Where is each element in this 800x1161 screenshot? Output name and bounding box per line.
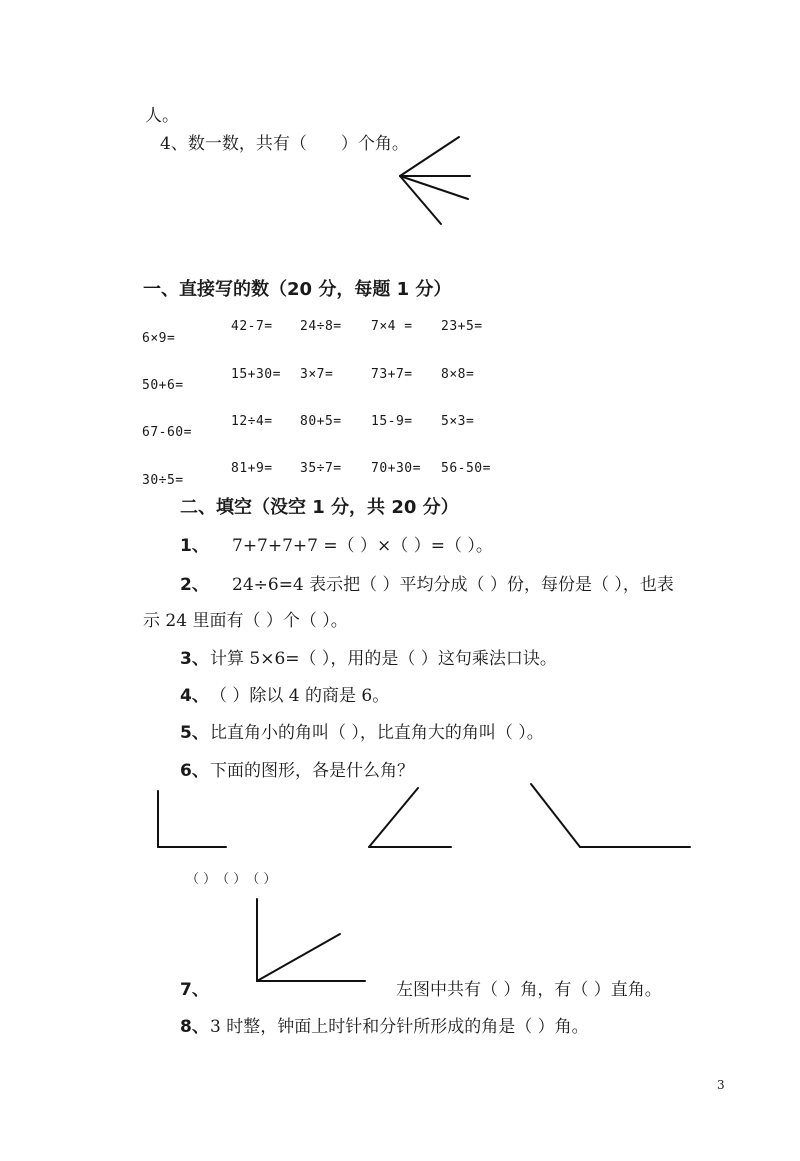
q7-angle-figure (257, 899, 365, 981)
arith-r3-c2: 12÷4= (231, 414, 273, 429)
q2-text: 24÷6=4 表示把（ ）平均分成（ ）份，每份是（ ），也表 (232, 575, 674, 595)
arith-r4-c3: 35÷7= (300, 461, 342, 476)
arith-r2-c1: 50+6= (142, 378, 184, 393)
q3-text: 计算 5×6=（ ），用的是（ ）这句乘法口诀。 (210, 649, 557, 669)
right-angle-figure (158, 791, 226, 847)
q2-text-continued: 示 24 里面有（ ）个（ ）。 (143, 611, 348, 631)
q2-number: 2、 (180, 575, 209, 595)
q5-text: 比直角小的角叫（ ），比直角大的角叫（ ）。 (210, 723, 544, 743)
arith-r1-c5: 23+5= (441, 319, 483, 334)
arith-r2-c3: 3×7= (300, 367, 334, 382)
arith-r3-c3: 80+5= (300, 414, 342, 429)
section-2-title: 二、填空（没空 1 分，共 20 分） (180, 497, 459, 518)
q6-text: 下面的图形，各是什么角？ (210, 761, 414, 781)
arith-r4-c2: 81+9= (231, 461, 273, 476)
arith-r4-c4: 70+30= (371, 461, 421, 476)
q4-number: 4、 (180, 686, 209, 706)
question-4-count-angles: 4、数一数，共有（ ）个角。 (160, 134, 409, 154)
q4-text: （ ）除以 4 的商是 6。 (210, 686, 390, 706)
arith-r4-c5: 56-50= (441, 461, 491, 476)
q1-text: 7+7+7+7 =（ ）×（ ）=（ ）。 (232, 536, 493, 556)
q8-number: 8、 (180, 1017, 209, 1037)
arith-r4-c1: 30÷5= (142, 473, 184, 488)
q3-number: 3、 (180, 649, 209, 669)
q6-number: 6、 (180, 761, 209, 781)
arith-r2-c5: 8×8= (441, 367, 475, 382)
arith-r1-c2: 42-7= (231, 319, 273, 334)
page-number: 3 (717, 1078, 725, 1092)
arith-r3-c5: 5×3= (441, 414, 475, 429)
q7-number: 7、 (180, 980, 209, 1000)
arith-r1-c4: 7×4 = (371, 319, 413, 334)
arith-r1-c1: 6×9= (142, 331, 176, 346)
q7-text: 左图中共有（ ）角，有（ ）直角。 (396, 980, 662, 1000)
acute-angle-figure (369, 788, 451, 847)
q5-number: 5、 (180, 723, 209, 743)
arith-r3-c4: 15-9= (371, 414, 413, 429)
angle-answer-blanks: （ ） （ ） （ ） (186, 872, 277, 887)
q1-number: 1、 (180, 536, 209, 556)
section-1-title: 一、直接写的数（20 分，每题 1 分） (143, 279, 452, 300)
arith-r2-c4: 73+7= (371, 367, 413, 382)
q8-text: 3 时整，钟面上时针和分针所形成的角是（ ）角。 (210, 1017, 589, 1037)
arith-r1-c3: 24÷8= (300, 319, 342, 334)
arith-r2-c2: 15+30= (231, 367, 281, 382)
previous-question-ending: 人。 (145, 106, 179, 126)
arith-r3-c1: 67-60= (142, 425, 192, 440)
obtuse-angle-figure (531, 784, 690, 847)
